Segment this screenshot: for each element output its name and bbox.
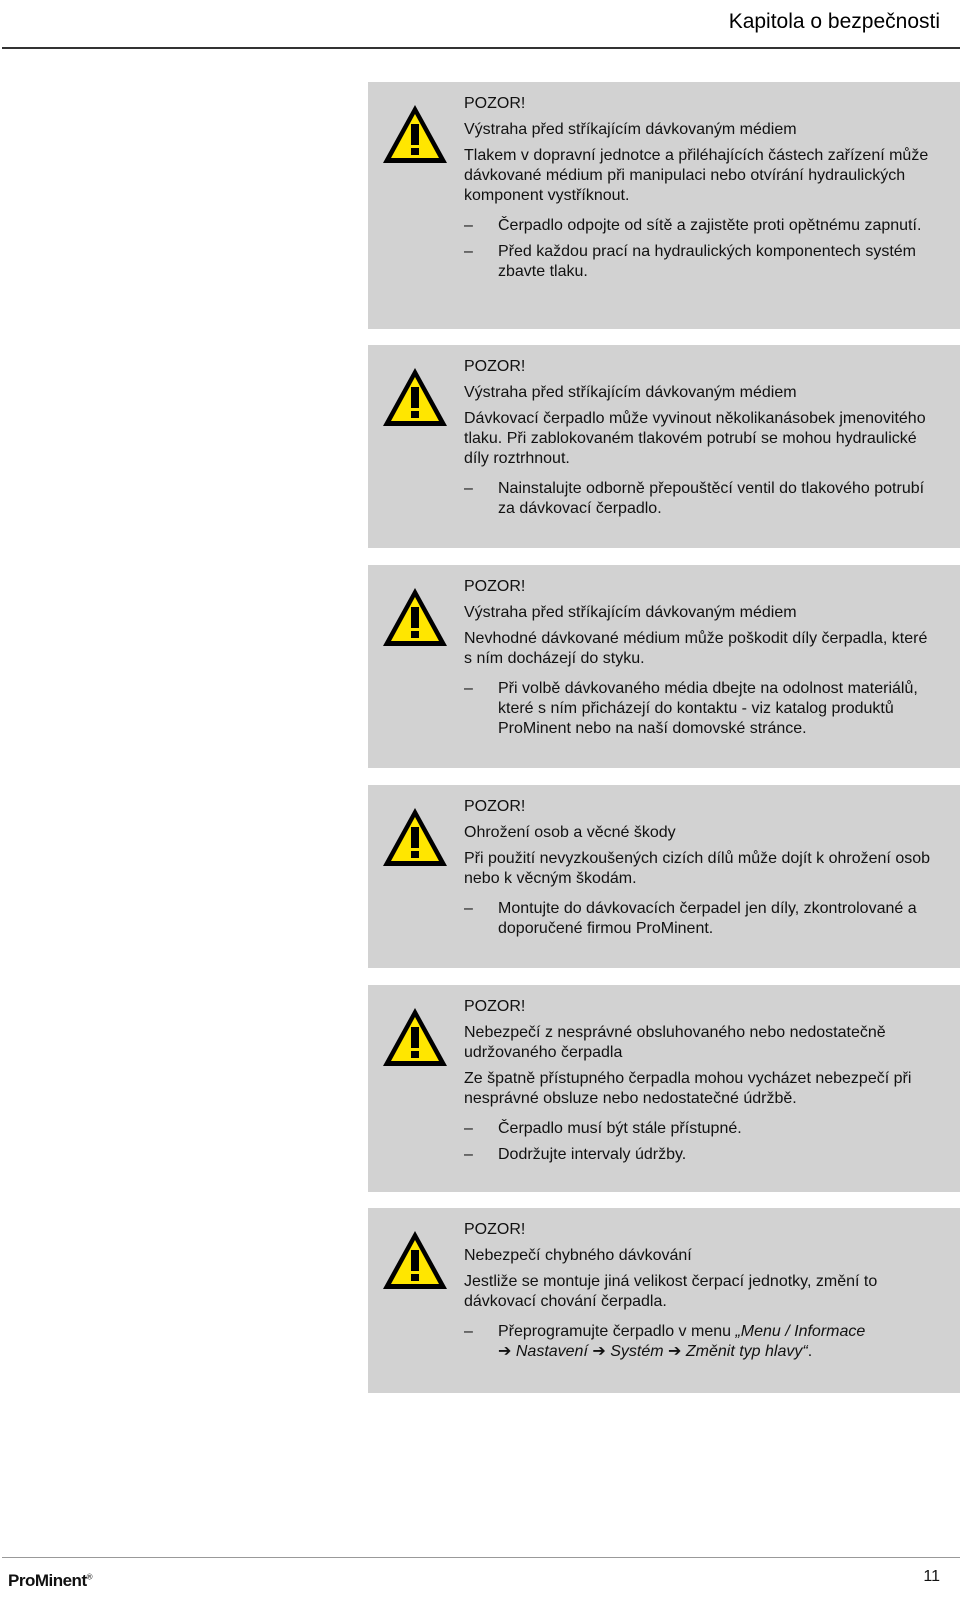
measure-text: Čerpadlo musí být stále přístupné.: [498, 1120, 742, 1137]
signal-word: POZOR!: [464, 95, 526, 112]
dash-bullet: –: [464, 1120, 473, 1137]
hazard-title: Výstraha před stříkajícím dávkovaným médiem: [464, 121, 797, 138]
hazard-title: Nebezpečí z nesprávné obsluhovaného nebo nedostatečně udržovaného čerpadla: [464, 1024, 886, 1061]
measure-text: Montujte do dávkovacích čerpadel jen díly, zkontrolované a doporučené firmou ProMinent.: [498, 900, 917, 937]
measure-prefix: Přeprogramujte čerpadlo v menu: [498, 1323, 736, 1340]
dash-bullet: –: [464, 900, 473, 917]
measure-text: Před každou prací na hydraulických komponentech systém zbavte tlaku.: [498, 243, 916, 280]
signal-word: POZOR!: [464, 998, 526, 1015]
measure-end: .: [807, 1343, 813, 1360]
warning-triangle-icon: [380, 585, 450, 649]
warning-triangle-icon: [380, 1228, 450, 1292]
hazard-title: Nebezpečí chybného dávkování: [464, 1247, 692, 1264]
menu-arrow-icon: ➔: [498, 1343, 512, 1360]
signal-word: POZOR!: [464, 358, 526, 375]
measure-item: [464, 899, 934, 939]
warning-box-2: [368, 345, 960, 548]
warning-triangle-icon: [380, 805, 450, 869]
signal-word: POZOR!: [464, 798, 526, 815]
measure-item: [464, 1322, 934, 1362]
open-quote: „: [735, 1323, 741, 1340]
page-number: 11: [923, 1568, 940, 1585]
warning-box-5: [368, 985, 960, 1192]
measure-item: [464, 242, 934, 282]
dash-bullet: –: [464, 680, 473, 697]
dash-bullet: –: [464, 1146, 473, 1163]
hazard-description: Při použití nevyzkoušených cizích dílů může dojít k ohrožení osob nebo k věcným škodám.: [464, 850, 931, 887]
footer-divider: [2, 1557, 960, 1558]
hazard-description: Ze špatně přístupného čerpadla mohou vycházet nebezpečí při nesprávné obsluze nebo nedostatečné údržbě.: [464, 1070, 912, 1107]
measure-text: Nainstalujte odborně přepouštěcí ventil do tlakového potrubí za dávkovací čerpadlo.: [498, 480, 925, 517]
hazard-title: Výstraha před stříkajícím dávkovaným médiem: [464, 604, 797, 621]
close-quote: “: [802, 1343, 808, 1360]
measure-text: Dodržujte intervaly údržby.: [498, 1146, 687, 1163]
logo-text: ProMinent: [8, 1571, 87, 1590]
hazard-title: Ohrožení osob a věcné škody: [464, 824, 676, 841]
dash-bullet: –: [464, 217, 473, 234]
measure-item: [464, 1145, 934, 1165]
measure-item: [464, 1119, 934, 1139]
warning-triangle-icon: [380, 365, 450, 429]
warning-triangle-icon: [380, 102, 450, 166]
dash-bullet: –: [464, 480, 473, 497]
hazard-description: Nevhodné dávkované médium může poškodit díly čerpadla, které s ním docházejí do styku.: [464, 630, 928, 667]
signal-word: POZOR!: [464, 1221, 526, 1238]
menu-arrow-icon: ➔: [668, 1343, 682, 1360]
menu-path-item[interactable]: Nastavení: [515, 1343, 588, 1360]
registered-mark: ®: [86, 1572, 93, 1582]
warning-box-1: [368, 82, 960, 329]
menu-path-item[interactable]: Systém: [610, 1343, 664, 1360]
warning-box-3: [368, 565, 960, 768]
header-divider: [2, 47, 960, 49]
dash-bullet: –: [464, 243, 473, 260]
measure-text: [498, 1323, 865, 1360]
hazard-title: Výstraha před stříkajícím dávkovaným médiem: [464, 384, 797, 401]
measure-item: [464, 216, 934, 236]
warning-box-4: [368, 785, 960, 968]
hazard-description: Dávkovací čerpadlo může vyvinout několikanásobek jmenovitého tlaku. Při zablokovaném tlakovém potrubí se mohou hydraulické díly roztrhnout.: [464, 410, 926, 467]
prominent-logo: [8, 1571, 92, 1591]
measure-item: [464, 679, 934, 739]
hazard-description: Tlakem v dopravní jednotce a přiléhajících částech zařízení může dávkované médium při manipulaci nebo otvírání hydraulických komponent vystříknout.: [464, 147, 929, 204]
measure-item: [464, 479, 934, 519]
hazard-description: Jestliže se montuje jiná velikost čerpací jednotky, změní to dávkovací chování čerpadla.: [464, 1273, 878, 1310]
menu-arrow-icon: ➔: [592, 1343, 606, 1360]
measure-text: Čerpadlo odpojte od sítě a zajistěte proti opětnému zapnutí.: [498, 217, 922, 234]
dash-bullet: –: [464, 1323, 473, 1340]
chapter-title: Kapitola o bezpečnosti: [728, 10, 940, 33]
signal-word: POZOR!: [464, 578, 526, 595]
measure-text: Při volbě dávkovaného média dbejte na odolnost materiálů, které s ním přicházejí do kontaktu - viz katalog produktů ProMinent nebo na naší domovské stránce.: [498, 680, 918, 737]
warning-box-6: [368, 1208, 960, 1393]
menu-path-item[interactable]: Změnit typ hlavy: [685, 1343, 803, 1360]
menu-path-item[interactable]: Menu / Informace: [740, 1323, 866, 1340]
warning-triangle-icon: [380, 1005, 450, 1069]
